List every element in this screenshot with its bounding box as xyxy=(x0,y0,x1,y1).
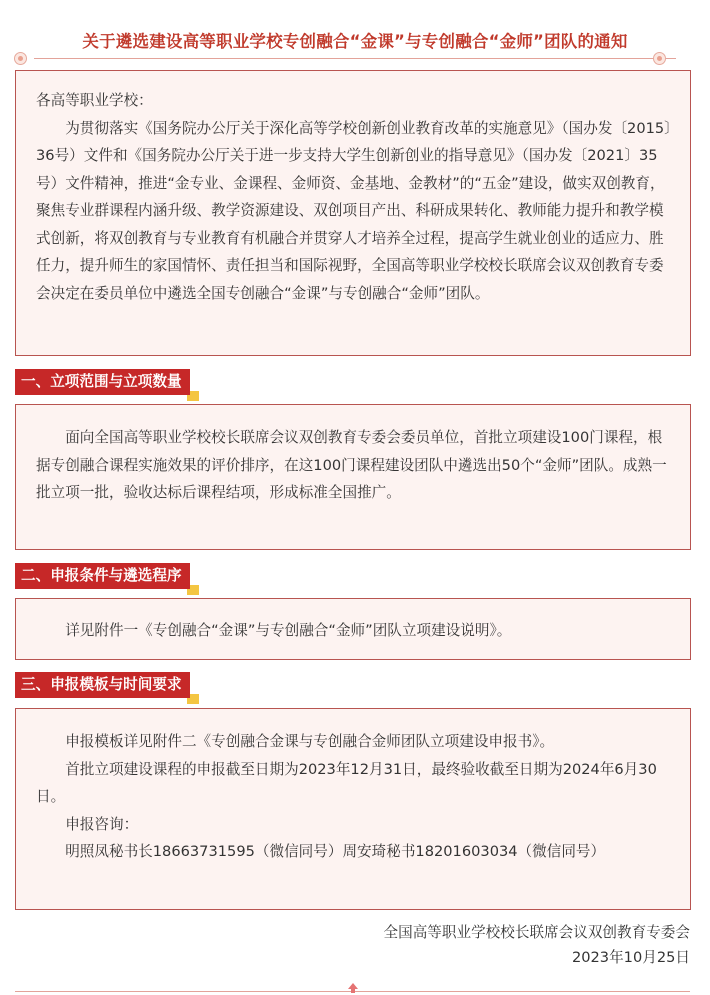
section-heading-1 xyxy=(15,369,190,395)
section-box-1 xyxy=(15,404,691,550)
title-row xyxy=(0,22,710,64)
circle-ornament-icon xyxy=(14,52,27,65)
intro-paragraph: 为贯彻落实《国务院办公厅关于深化高等学校创新创业教育改革的实施意见》（国办发〔2015〕36号）文件和《国务院办公厅关于进一步支持大学生创新创业的指导意见》（国办发〔2021〕35号）文件精神，推进“金专业、金课程、金师资、金基地、金教材”的“五金”建设，做实双创教育，聚焦专业群课程内涵升级、教学资源建设、双创项目产出、科研成果转化、教师能力提升和教学模式创新，将双创教育与专业教育有机融合并贯穿人才培养全过程，提高学生就业创业的适应力、胜任力，提升师生的家国情怀、责任担当和国际视野，全国高等职业学校校长联席会议双创教育专委会决定在委员单位中遴选全国专创融合“金课”与专创融合“金师”团队。 xyxy=(36,119,672,302)
section-heading-label: 二、申报条件与遴选程序 xyxy=(15,563,190,589)
salutation: 各高等职业学校： xyxy=(36,92,153,109)
section-heading-label: 三、申报模板与时间要求 xyxy=(15,672,190,698)
signature-org: 全国高等职业学校校长联席会议双创教育专委会 xyxy=(383,924,690,941)
section-paragraph: 申报模板详见附件二《专创融合金课与专创融合金师团队立项建设申报书》。 xyxy=(65,733,555,750)
section-box-3 xyxy=(15,708,691,910)
intro-box xyxy=(15,70,691,356)
circle-ornament-icon xyxy=(653,52,666,65)
section-heading-2 xyxy=(15,563,190,589)
section-paragraph: 面向全国高等职业学校校长联席会议双创教育专委会委员单位，首批立项建设100门课程，根据专创融合课程实施效果的评价排序，在这100门课程建设团队中遴选出50个“金师”团队。成熟一批立项一批，验收达标后课程结项，形成标准全国推广。 xyxy=(36,429,667,501)
section-paragraph: 详见附件一《专创融合“金课”与专创融合“金师”团队立项建设说明》。 xyxy=(65,622,512,639)
section-heading-label: 一、立项范围与立项数量 xyxy=(15,369,190,395)
section-box-2 xyxy=(15,598,691,660)
page-title: 关于遴选建设高等职业学校专创融合“金课”与专创融合“金师”团队的通知 xyxy=(82,32,628,51)
section-heading-3 xyxy=(15,672,190,698)
title-divider xyxy=(34,58,676,59)
section-paragraph: 首批立项建设课程的申报截至日期为2023年12月31日，最终验收截至日期为2024年6月30日。 xyxy=(36,760,657,805)
section-paragraph: 明照凤秘书长18663731595（微信同号）周安琦秘书18201603034（微信同号） xyxy=(65,843,606,860)
signature-date: 2023年10月25日 xyxy=(571,949,690,966)
section-paragraph: 申报咨询： xyxy=(65,815,139,833)
